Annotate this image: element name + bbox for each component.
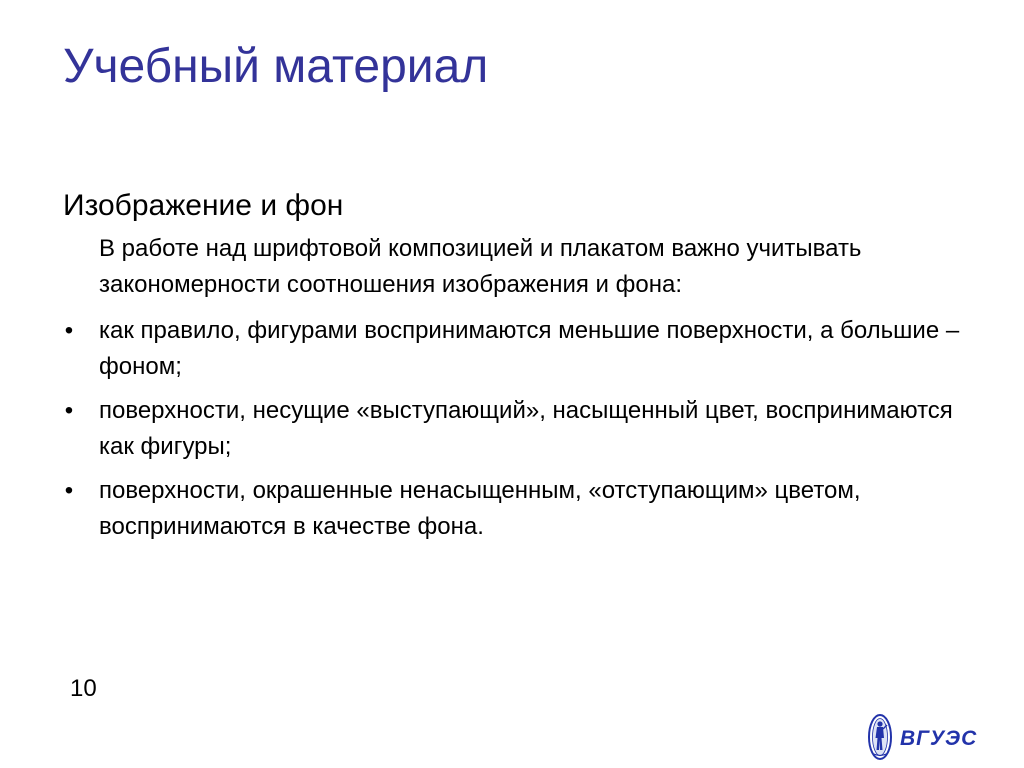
slide-title: Учебный материал — [63, 40, 489, 93]
page-number: 10 — [70, 675, 97, 702]
list-item — [63, 393, 963, 465]
bullet-list — [63, 313, 963, 545]
list-item — [63, 473, 963, 545]
intro-paragraph: В работе над шрифтовой композицией и плакатом важно учитывать закономерности соотношения изображения и фона: — [99, 235, 862, 298]
bullet-icon: • — [64, 397, 74, 424]
university-emblem-icon — [864, 712, 988, 762]
university-logo — [864, 712, 988, 762]
section-heading: Изображение и фон — [63, 189, 344, 222]
bullet-text: как правило, фигурами воспринимаются меньшие поверхности, а большие – фоном; — [99, 317, 960, 380]
svg-text:ВГУЭС: ВГУЭС — [900, 727, 978, 750]
bullet-text: поверхности, несущие «выступающий», насыщенный цвет, воспринимаются как фигуры; — [99, 397, 953, 460]
bullet-text: поверхности, окрашенные ненасыщенным, «отступающим» цветом, воспринимаются в качестве фона. — [99, 477, 861, 540]
slide-body — [63, 231, 963, 553]
bullet-icon: • — [64, 317, 74, 344]
bullet-icon: • — [64, 477, 74, 504]
list-item — [63, 313, 963, 385]
